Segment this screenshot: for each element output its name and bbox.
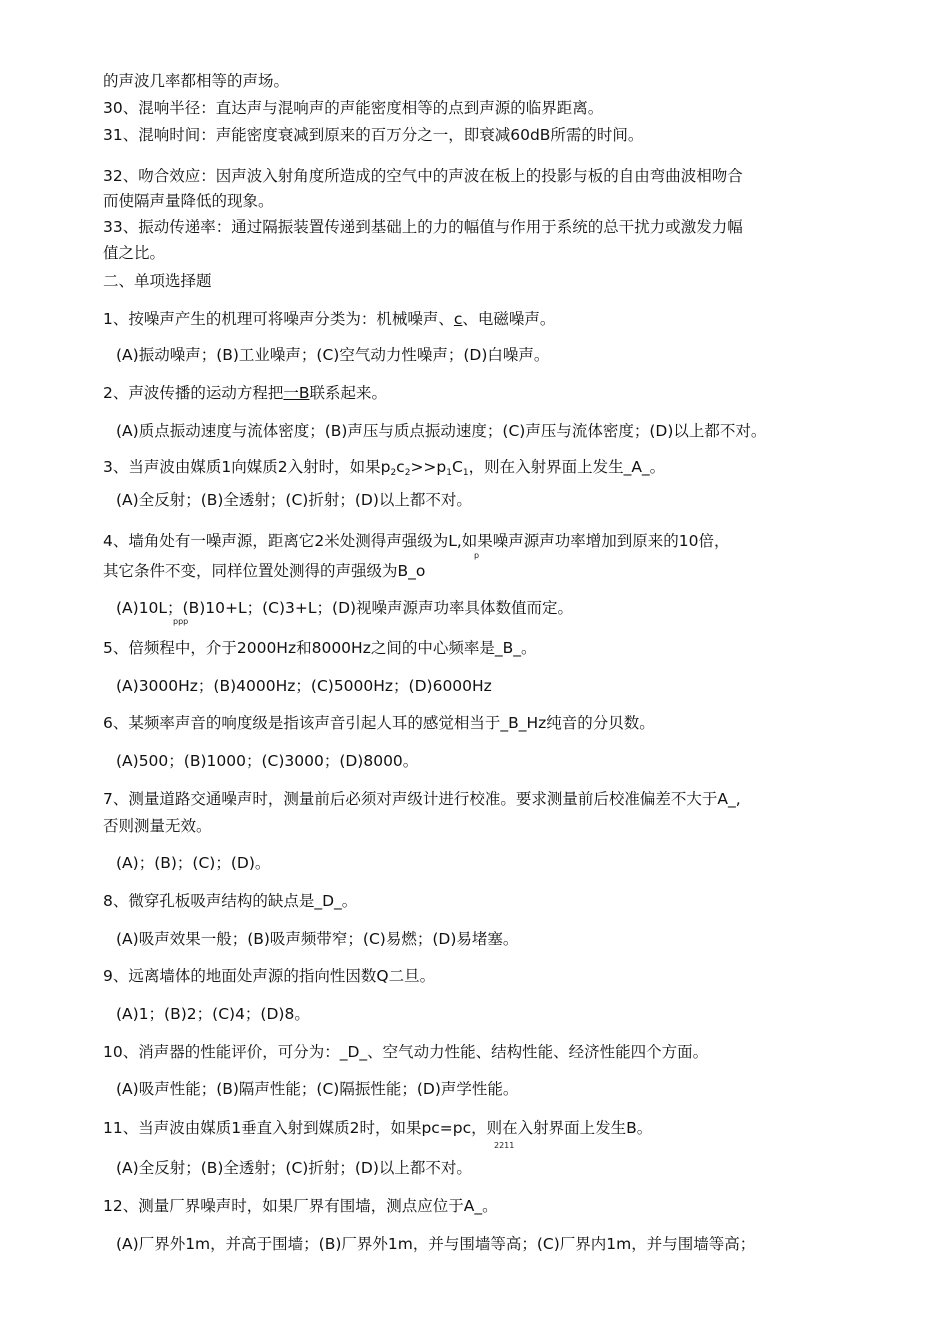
question-2-options: (A)质点振动速度与流体密度；(B)声压与质点振动速度；(C)声压与流体密度；(D)以上都不对。	[116, 422, 767, 440]
subscript: 1	[446, 468, 452, 478]
question-4-line2: 其它条件不变，同样位置处测得的声强级为B_o	[103, 562, 426, 580]
question-11-mark: 2211	[494, 1141, 515, 1150]
question-3-text: 3、当声波由媒质1向媒质2入射时，如果p	[103, 458, 391, 476]
question-1-text-end: 、电磁噪声。	[462, 310, 556, 328]
question-8: 8、微穿孔板吸声结构的缺点是_D_。	[103, 892, 358, 910]
question-9: 9、远离墙体的地面处声源的指向性因数Q二旦。	[103, 967, 436, 985]
definition-33-line1: 33、振动传递率：通过隔振装置传递到基础上的力的幅值与作用于系统的总干扰力或激发力幅	[103, 218, 743, 236]
question-3-symbol: >>p	[410, 458, 447, 476]
question-10: 10、消声器的性能评价，可分为：_D_、空气动力性能、结构性能、经济性能四个方面。	[103, 1043, 709, 1061]
question-1-options: (A)振动噪声；(B)工业噪声；(C)空气动力性噪声；(D)白噪声。	[116, 346, 550, 364]
question-2	[103, 382, 387, 404]
question-7-line1: 7、测量道路交通噪声时，测量前后必须对声级计进行校准。要求测量前后校准偏差不大于A_,	[103, 790, 741, 808]
question-3-symbol: C	[452, 458, 463, 476]
question-11-options: (A)全反射；(B)全透射；(C)折射；(D)以上都不对。	[116, 1159, 472, 1177]
question-6-options: (A)500；(B)1000；(C)3000；(D)8000。	[116, 752, 419, 770]
definition-32-line2: 而使隔声量降低的现象。	[103, 192, 274, 210]
definition-30: 30、混响半径：直达声与混响声的声能密度相等的点到声源的临界距离。	[103, 99, 604, 117]
definition-32-line1: 32、吻合效应：因声波入射角度所造成的空气中的声波在板上的投影与板的自由弯曲波相吻合	[103, 167, 743, 185]
question-3-symbol: c	[396, 458, 405, 476]
question-12: 12、测量厂界噪声时，如果厂界有围墙，测点应位于A_。	[103, 1197, 498, 1215]
question-2-text-end: 联系起来。	[309, 384, 388, 402]
subscript: 2	[390, 468, 397, 478]
question-1-answer: c	[453, 310, 463, 328]
question-3	[103, 456, 665, 484]
question-11: 11、当声波由媒质1垂直入射到媒质2时，如果pc=pc，则在入射界面上发生B。	[103, 1119, 653, 1137]
question-6: 6、某频率声音的响度级是指该声音引起人耳的感觉相当于_B_Hz纯音的分贝数。	[103, 714, 655, 732]
definition-33-line2: 值之比。	[103, 244, 166, 262]
question-10-options: (A)吸声性能；(B)隔声性能；(C)隔振性能；(D)声学性能。	[116, 1080, 519, 1098]
question-3-options: (A)全反射；(B)全透射；(C)折射；(D)以上都不对。	[116, 491, 472, 509]
question-4-mark: p	[474, 551, 480, 560]
question-4-line1: 4、墙角处有一噪声源，距离它2米处测得声强级为L,如果噪声源声功率增加到原来的10倍，	[103, 532, 730, 550]
subscript: 2	[404, 468, 411, 478]
question-5: 5、倍频程中，介于2000Hz和8000Hz之间的中心频率是_B_。	[103, 639, 537, 657]
question-2-text: 2、声波传播的运动方程把	[103, 384, 284, 402]
definition-29-continued: 的声波几率都相等的声场。	[103, 72, 290, 90]
section-title: 二、单项选择题	[103, 272, 212, 290]
question-7-options: (A)；(B)；(C)；(D)。	[116, 854, 271, 872]
question-1-text: 1、按噪声产生的机理可将噪声分类为：机械噪声、	[103, 310, 454, 328]
question-5-options: (A)3000Hz；(B)4000Hz；(C)5000Hz；(D)6000Hz	[116, 677, 492, 695]
question-4-options: (A)10L；(B)10+L；(C)3+L；(D)视噪声源声功率具体数值而定。	[116, 599, 574, 617]
question-12-options: (A)厂界外1m，并高于围墙；(B)厂界外1m，并与围墙等高；(C)厂界内1m，并与围墙等高；	[116, 1235, 756, 1253]
question-9-options: (A)1；(B)2；(C)4；(D)8。	[116, 1005, 310, 1023]
question-3-text-end: ，则在入射界面上发生_A_。	[468, 458, 666, 476]
subscript: 1	[462, 468, 469, 478]
question-4-mark-2: ppp	[173, 617, 189, 626]
question-1	[103, 308, 555, 330]
question-7-line2: 否则测量无效。	[103, 817, 212, 835]
definition-31: 31、混响时间：声能密度衰减到原来的百万分之一，即衰减60dB所需的时间。	[103, 126, 644, 144]
question-8-options: (A)吸声效果一般；(B)吸声频带窄；(C)易燃；(D)易堵塞。	[116, 930, 519, 948]
question-2-answer: 一B	[283, 384, 310, 402]
